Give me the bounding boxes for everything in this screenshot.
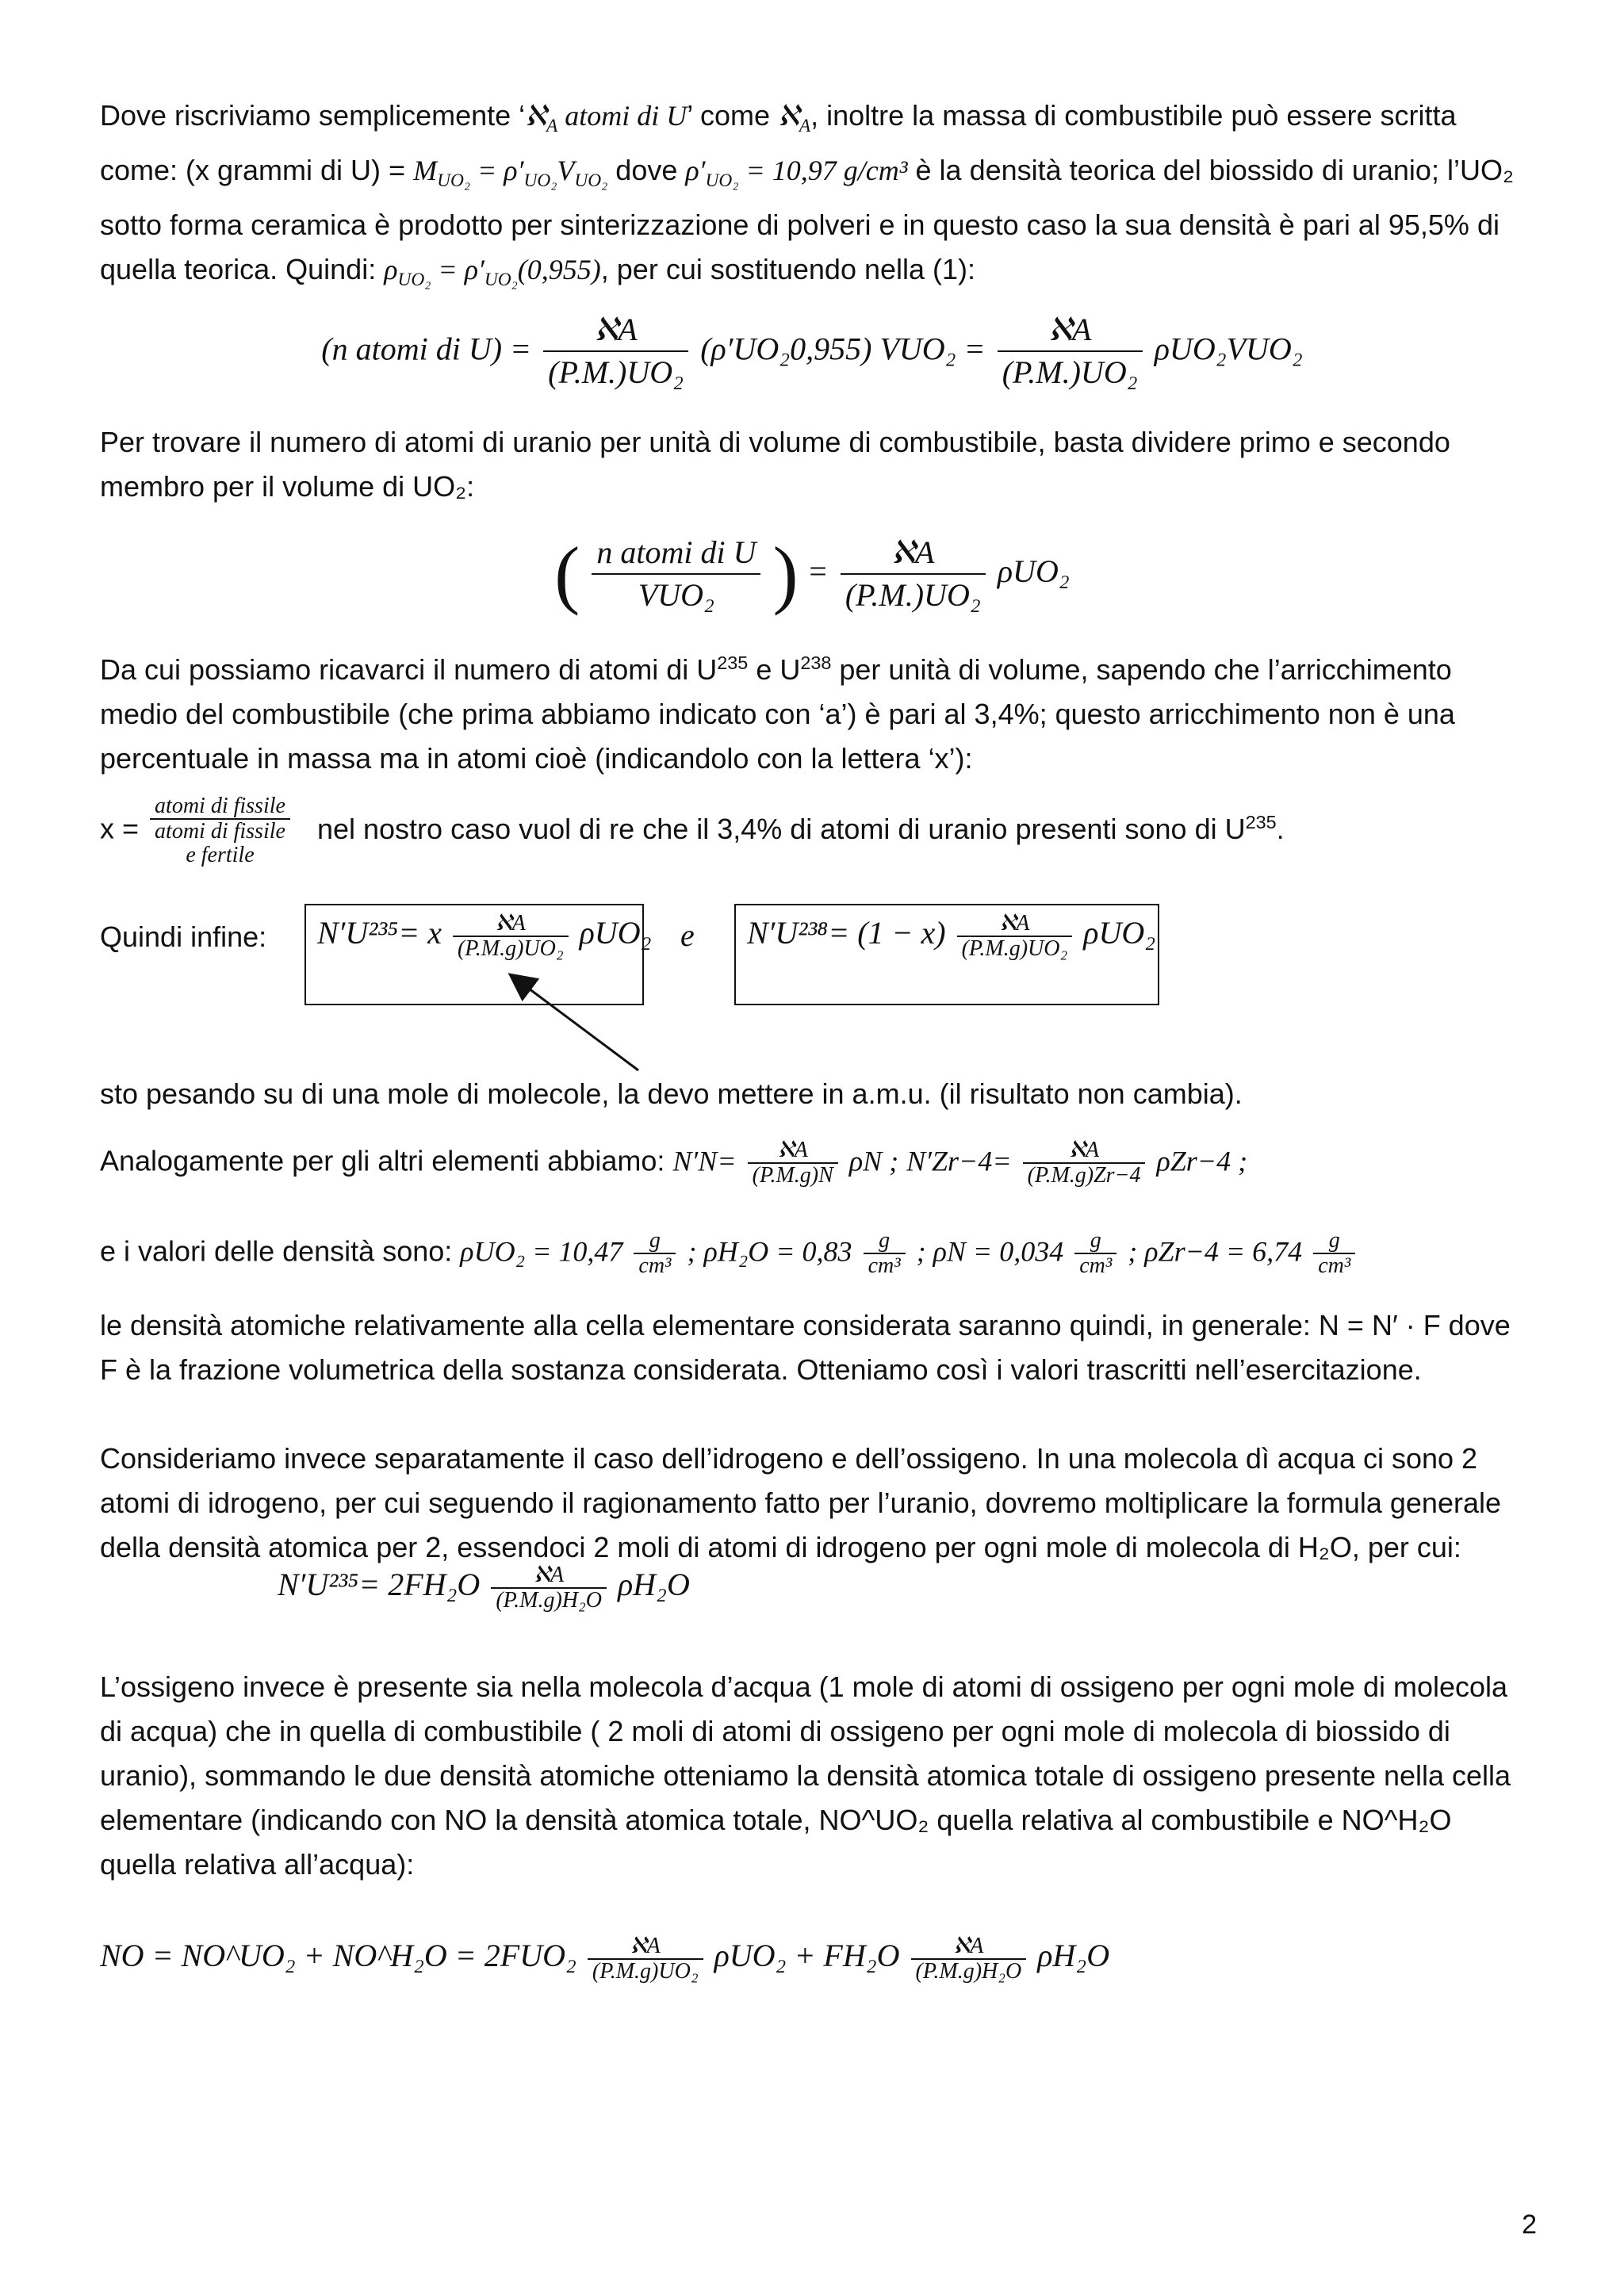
paragraph-atomic-density: le densità atomiche relativamente alla cella elementare considerata saranno quindi, in generale: N = N′ · F dove F è la frazione volumetrica della sostanza considerata. Otteniamo così i valori trascritti nell’esercitazione. [100,1309,1511,1386]
paragraph-amu-note: sto pesando su di una mole di molecole, la devo mettere in a.m.u. (il risultato non cambia). [100,1077,1243,1110]
equation-oxygen: NO = NO^UO₂ + NO^H₂O = 2FUO₂ $\frac{\text{ℵA}}{\text{(P.M.g)UO₂}}$ ρUO₂ + FH₂O $\frac{\text{ℵA}}{\text{(P.M.g)H₂O}}$ ρH₂O [100,1934,1110,1984]
label-quindi-infine: Quindi infine: [100,920,267,953]
equation-other-elements: Analogamente per gli altri elementi abbiamo: N′N= $\frac{\text{ℵA}}{(P.M.g)N}$ ρN ; N′Zr−4= $\frac{\text{ℵA}}{(P.M.g)Zr-4}$ ρZr−4 ; [100,1138,1248,1188]
equation-x-definition: x = atomi di fissile atomi di fissile e fertile nel nostro caso vuol di re che il 3,4% di atomi di uranio presenti sono di $U^{235}$. [100,794,1285,867]
paragraph-unit-volume: Per trovare il numero di atomi di uranio per unità di volume di combustibile, basta dividere primo e secondo membro per il volume di UO₂: [100,426,1450,503]
equation-n-u238: N′U²³⁸= (1 − x) $\frac{\text{ℵA}}{\text{(P.M.g)UO₂}}$ ρUO₂ [747,911,1156,961]
paragraph-hydrogen: Consideriamo invece separatamente il caso dell’idrogeno e dell’ossigeno. In una molecola dì acqua ci sono 2 atomi di idrogeno, per cui seguendo il ragionamento fatto per l’uranio, dovremo moltiplicare la formula generale della densità atomica per 2, essendoci 2 moli di atomi di idrogeno per ogni mole di molecola di H₂O, per cui: [100,1442,1501,1563]
paragraph-enrichment: Da cui possiamo ricavarci il numero di atomi di $U^{235}$ e $U^{238}$ per unità di volume, sapendo che l’arricchimento medio del combustibile (che prima abbiamo indicato con ‘a’) è pari al 3,4%; questo arricchimento non è una percentuale in massa ma in atomi cioè (indicandolo con la lettera ‘x’): [100,652,1455,775]
equation-atom-density: ( $\frac{\text{n atomi di U}}{\text{VUO₂}}$ ) = $\frac{\text{ℵA}}{\text{(P.M.)UO₂}}$ ρUO₂ [554,531,1070,616]
annotation-arrow [492,951,650,1078]
equation-hydrogen: N′U²³⁵= 2FH₂O $\frac{\text{ℵA}}{\text{(P.M.g)H₂O}}$ ρH₂O [278,1563,690,1613]
equation-n-atoms: (n atomi di U) = $\frac{\text{ℵA}}{\text{(P.M.)UO₂}}$ (ρ′UO₂0,955) VUO₂ = $\frac{\text{ℵA}}{\text{(P.M.)UO₂}}$ ρUO₂VUO₂ [0,309,1624,393]
page-number: 2 [1522,2210,1537,2240]
paragraph-oxygen: L’ossigeno invece è presente sia nella molecola d’acqua (1 mole di atomi di ossigeno per ogni mole di molecola di acqua) che in quella di combustibile ( 2 moli di atomi di ossigeno per ogni mole di molecola di biossido di uranio), sommando le due densità atomiche otteniamo la densità atomica totale di ossigeno presente nella cella elementare (indicando con NO la densità atomica totale, NO^UO₂ quella relativa al combustibile e NO^H₂O quella relativa all’acqua): [100,1670,1511,1881]
equation-n-u235: N′U²³⁵= x $\frac{\text{ℵA}}{\text{(P.M.g)UO₂}}$ ρUO₂ [317,911,652,961]
conjunction-e: e [680,917,695,953]
paragraph-intro: Dove riscriviamo semplicemente ‘ℵ$_A$ atomi di U’ come ℵ$_A$, inoltre la massa di combustibile può essere scritta come: (x grammi di $U) = M_{UO_2} = \rho'_{UO_2}V_{UO_2}$ dove $\rho'_{UO_2} = 10,97$ g/cm³ è la densità teorica del biossido di uranio; l’UO₂ sotto forma ceramica è prodotto per sinterizzazione di polveri e in questo caso la sua densità è pari al 95,5% di quella teorica. Quindi: $\rho_{UO_2} = \rho'_{UO_2}(0,955)$, per cui sostituendo nella (1): [100,99,1514,291]
equation-density-values: e i valori delle densità sono: ρUO₂ = 10,47 $\frac{g}{\text{cm³}}$ ; ρH₂O = 0,83 $\frac{g}{\text{cm³}}$ ; ρN = 0,034 $\frac{g}{\text{cm³}}$ ; ρZr−4 = 6,74 $\frac{g}{\text{cm³}}$ [100,1229,1358,1278]
